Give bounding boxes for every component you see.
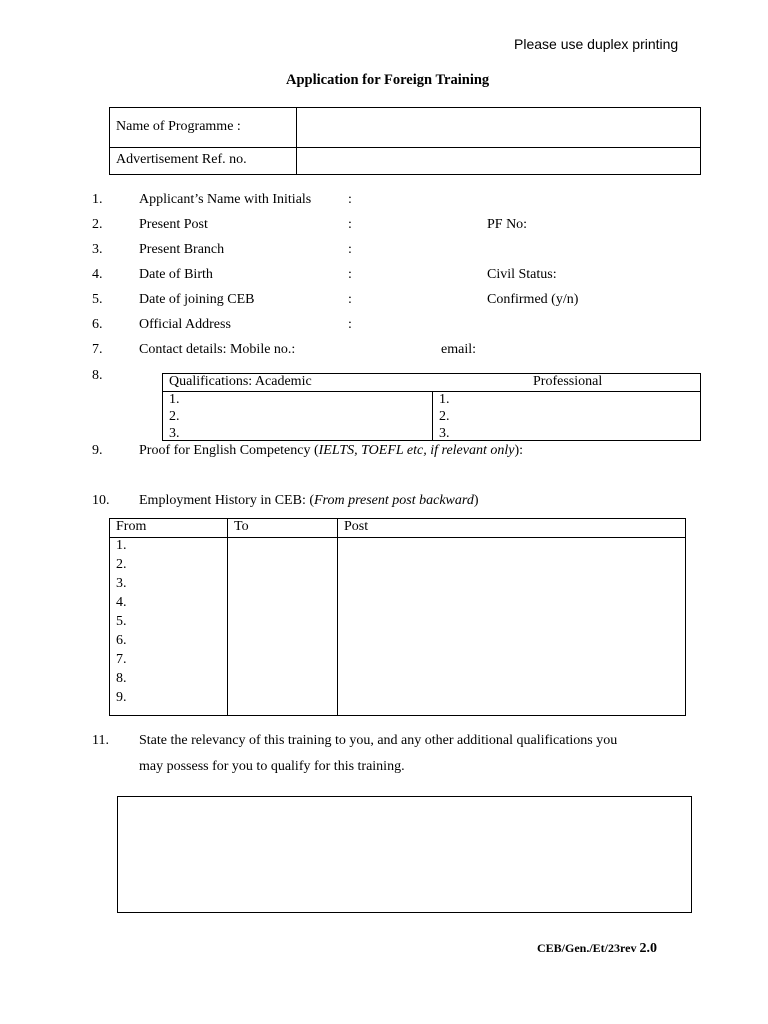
contact-details-label: Contact details: Mobile no.:	[139, 342, 296, 357]
duplex-note: Please use duplex printing	[514, 36, 679, 52]
confirmed-label: Confirmed (y/n)	[487, 292, 579, 307]
item-number: 9.	[92, 443, 103, 458]
academic-row: 3.	[169, 426, 180, 441]
civil-status-label: Civil Status:	[487, 267, 557, 282]
colon: :	[348, 292, 352, 307]
item-number: 5.	[92, 292, 103, 307]
item-number: 10.	[92, 493, 110, 508]
item-number: 11.	[92, 733, 109, 748]
employment-col-divider	[337, 518, 338, 716]
academic-header: Qualifications: Academic	[169, 374, 312, 389]
colon: :	[348, 317, 352, 332]
programme-row-divider	[109, 147, 701, 148]
qualifications-col-divider	[432, 391, 433, 441]
employment-row: 7.	[116, 652, 127, 667]
email-label: email:	[441, 342, 476, 357]
pf-no-label: PF No:	[487, 217, 528, 232]
programme-name-label: Name of Programme :	[116, 119, 241, 134]
present-post-label: Present Post	[139, 217, 208, 232]
employment-row: 8.	[116, 671, 127, 686]
programme-name-field[interactable]	[298, 109, 699, 146]
colon: :	[348, 217, 352, 232]
programme-divider	[296, 107, 297, 175]
relevancy-label-line2: may possess for you to qualify for this training.	[139, 759, 405, 774]
from-header: From	[116, 519, 147, 534]
item-number: 1.	[92, 192, 103, 207]
employment-header-divider	[109, 537, 686, 538]
professional-row: 1.	[439, 392, 450, 407]
relevancy-label-line1: State the relevancy of this training to you, and any other additional qualifications you	[139, 733, 618, 748]
academic-row: 2.	[169, 409, 180, 424]
form-version: 2.0	[639, 941, 657, 956]
employment-row: 1.	[116, 538, 127, 553]
colon: :	[348, 192, 352, 207]
professional-header: Professional	[533, 374, 603, 389]
item-number: 7.	[92, 342, 103, 357]
employment-row: 3.	[116, 576, 127, 591]
to-header: To	[234, 519, 249, 534]
date-of-birth-label: Date of Birth	[139, 267, 213, 282]
applicant-name-label: Applicant’s Name with Initials	[139, 192, 312, 207]
item-number: 6.	[92, 317, 103, 332]
advertisement-ref-field[interactable]	[298, 149, 699, 173]
post-header: Post	[344, 519, 369, 534]
relevancy-answer-box[interactable]	[117, 796, 692, 913]
employment-row: 4.	[116, 595, 127, 610]
date-joining-label: Date of joining CEB	[139, 292, 255, 307]
employment-row: 9.	[116, 690, 127, 705]
employment-row: 2.	[116, 557, 127, 572]
colon: :	[348, 267, 352, 282]
employment-col-divider	[227, 518, 228, 716]
advertisement-ref-label: Advertisement Ref. no.	[116, 152, 247, 167]
item-number: 3.	[92, 242, 103, 257]
professional-row: 3.	[439, 426, 450, 441]
employment-table	[109, 518, 686, 716]
item-number: 2.	[92, 217, 103, 232]
official-address-label: Official Address	[139, 317, 231, 332]
employment-row: 5.	[116, 614, 127, 629]
item-number: 8.	[92, 368, 103, 383]
employment-history-label: Employment History in CEB: (From present post backward)	[139, 493, 479, 508]
professional-row: 2.	[439, 409, 450, 424]
colon: :	[348, 242, 352, 257]
item-number: 4.	[92, 267, 103, 282]
english-competency-label: Proof for English Competency (IELTS, TOEFL etc, if relevant only):	[139, 443, 524, 458]
present-branch-label: Present Branch	[139, 242, 225, 257]
form-code: CEB/Gen./Et/23rev 2.0	[537, 941, 657, 956]
academic-row: 1.	[169, 392, 180, 407]
employment-row: 6.	[116, 633, 127, 648]
page-title: Application for Foreign Training	[286, 72, 490, 88]
